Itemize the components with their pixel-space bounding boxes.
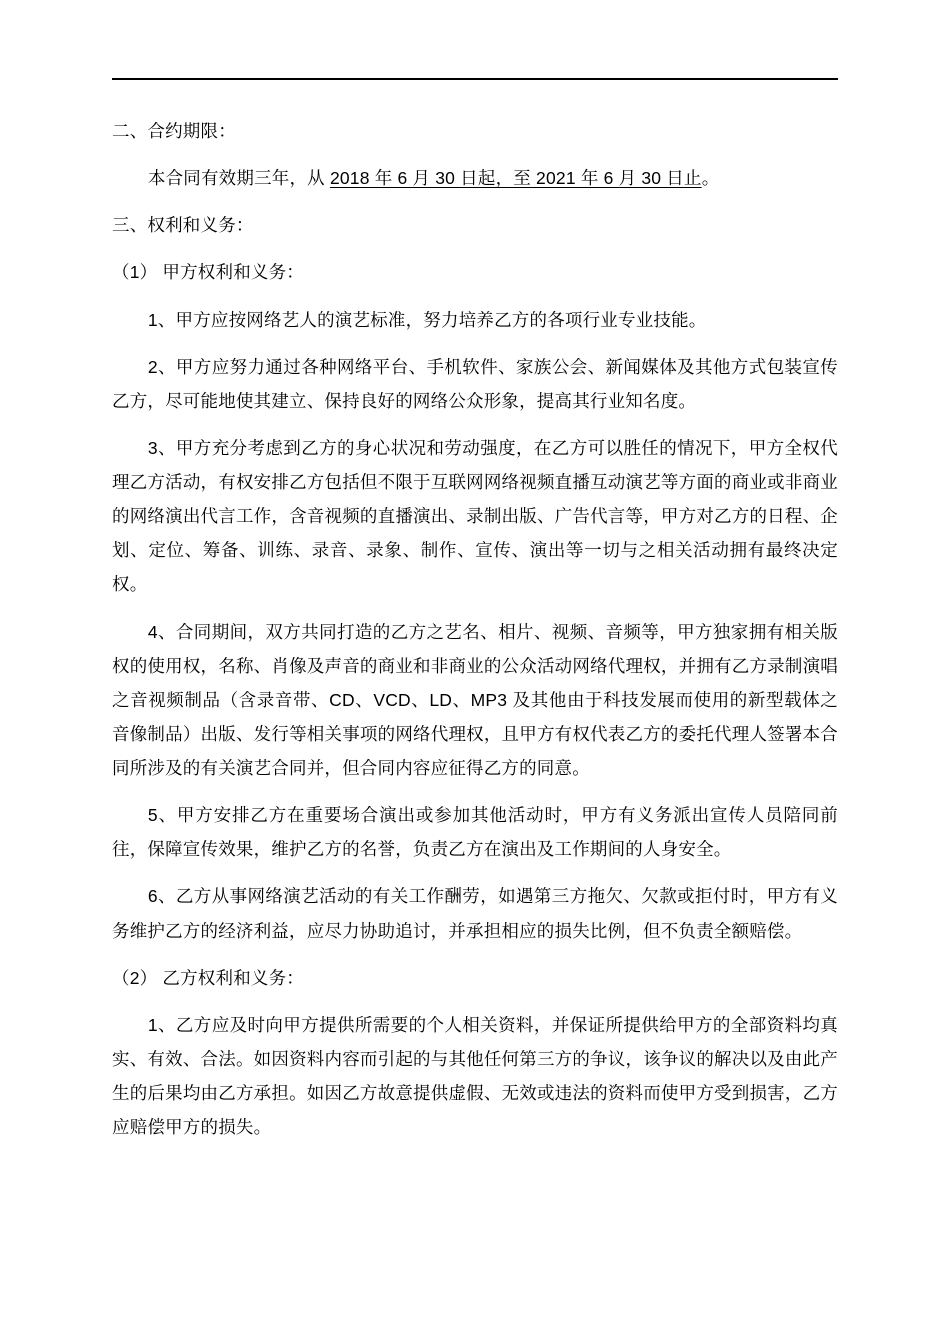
subsection-heading-party-a: （1） 甲方权利和义务： [112, 262, 304, 283]
paragraph-party-a-3: 3、甲方充分考虑到乙方的身心状况和劳动强度，在乙方可以胜任的情况下，甲方全权代理乙方活动，有权安排乙方包括但不限于互联网网络视频直播互动演艺等方面的商业或非商业的网络演出代言工作，含音视频的直播演出、录制出版、广告代言等，甲方对乙方的日程、企划、定位、筹备、训练、录音、录象、制作、宣传、演出等一切与之相关活动拥有最终决定权。 [112, 437, 838, 595]
paragraph-term-body [112, 161, 838, 195]
paragraph-party-a-5: 5、甲方安排乙方在重要场合演出或参加其他活动时，甲方有义务派出宣传人员陪同前往，保障宣传效果，维护乙方的名誉，负责乙方在演出及工作期间的人身安全。 [112, 805, 838, 860]
paragraph-party-b-1: 1、乙方应及时向甲方提供所需要的个人相关资料，并保证所提供给甲方的全部资料均真实、有效、合法。如因资料内容而引起的与其他任何第三方的争议，该争议的解决以及由此产生的后果均由乙方承担。如因乙方故意提供虚假、无效或违法的资料而使甲方受到损害，乙方应赔偿甲方的损失。 [112, 1014, 838, 1138]
paragraph-term-body-segment-2: 。 [701, 168, 720, 189]
subsection-heading-party-b: （2） 乙方权利和义务： [112, 967, 304, 988]
section-heading-term: 二、合约期限： [112, 121, 236, 141]
paragraph-term-body-segment-1: 2018 年 6 月 30 日起，至 2021 年 6 月 30 日止 [329, 168, 702, 189]
paragraph-party-a-6: 6、乙方从事网络演艺活动的有关工作酬劳，如遇第三方拖欠、欠款或拒付时，甲方有义务维护乙方的经济利益，应尽力协助追讨，并承担相应的损失比例，但不负责全额赔偿。 [112, 886, 838, 941]
paragraph-party-a-2: 2、甲方应努力通过各种网络平台、手机软件、家族公会、新闻媒体及其他方式包装宣传乙方，尽可能地使其建立、保持良好的网络公众形象，提高其行业知名度。 [112, 356, 838, 411]
header-divider [112, 78, 838, 80]
section-heading-rights: 三、权利和义务： [112, 215, 254, 236]
paragraph-party-a-1: 1、甲方应按网络艺人的演艺标准，努力培养乙方的各项行业专业技能。 [147, 309, 707, 330]
paragraph-term-body-segment-0: 本合同有效期三年，从 [147, 168, 330, 189]
document-body [112, 114, 838, 1144]
paragraph-party-a-4: 4、合同期间，双方共同打造的乙方之艺名、相片、视频、音频等，甲方独家拥有相关版权的使用权，名称、肖像及声音的商业和非商业的公众活动网络代理权，并拥有乙方录制演唱之音视频制品（含录音带、CD、VCD、LD、MP3 及其他由于科技发展而使用的新型载体之音像制品）出版、发行等相关事项的网络代理权，且甲方有权代表乙方的委托代理人签署本合同所涉及的有关演艺合同并，但合同内容应征得乙方的同意。 [112, 621, 838, 778]
